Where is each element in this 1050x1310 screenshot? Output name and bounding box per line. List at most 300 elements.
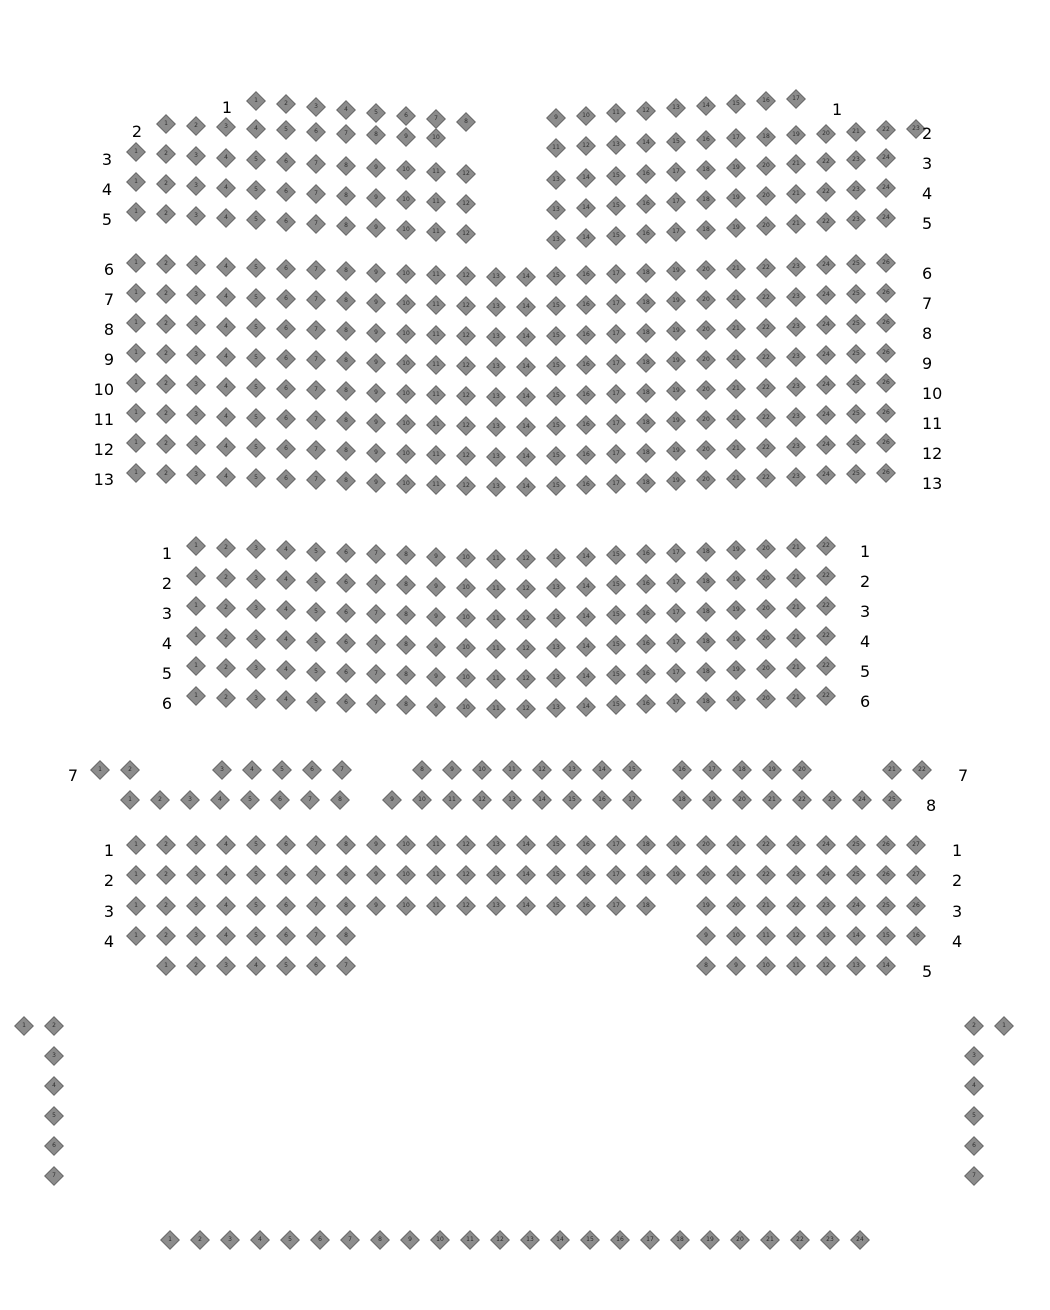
seat[interactable] bbox=[186, 626, 206, 646]
seat[interactable] bbox=[546, 578, 566, 598]
seat[interactable] bbox=[546, 108, 566, 128]
seat[interactable] bbox=[246, 150, 266, 170]
seat[interactable] bbox=[696, 470, 716, 490]
seat[interactable] bbox=[412, 790, 432, 810]
seat[interactable] bbox=[666, 835, 686, 855]
seat[interactable] bbox=[606, 696, 626, 716]
seat[interactable] bbox=[456, 356, 476, 376]
seat[interactable] bbox=[816, 285, 836, 305]
seat[interactable] bbox=[456, 416, 476, 436]
seat[interactable] bbox=[546, 138, 566, 158]
seat[interactable] bbox=[666, 291, 686, 311]
seat[interactable] bbox=[516, 477, 536, 497]
seat[interactable] bbox=[426, 475, 446, 495]
seat[interactable] bbox=[502, 790, 522, 810]
seat[interactable] bbox=[820, 1230, 840, 1250]
seat[interactable] bbox=[756, 348, 776, 368]
seat[interactable] bbox=[666, 351, 686, 371]
seat[interactable] bbox=[516, 896, 536, 916]
seat[interactable] bbox=[486, 609, 506, 629]
seat[interactable] bbox=[816, 626, 836, 646]
seat[interactable] bbox=[696, 896, 716, 916]
seat[interactable] bbox=[696, 692, 716, 712]
seat[interactable] bbox=[126, 865, 146, 885]
seat[interactable] bbox=[786, 865, 806, 885]
seat[interactable] bbox=[636, 634, 656, 654]
seat[interactable] bbox=[44, 1046, 64, 1066]
seat[interactable] bbox=[246, 119, 266, 139]
seat[interactable] bbox=[246, 865, 266, 885]
seat[interactable] bbox=[846, 835, 866, 855]
seat[interactable] bbox=[516, 417, 536, 437]
seat[interactable] bbox=[546, 608, 566, 628]
seat[interactable] bbox=[186, 686, 206, 706]
seat[interactable] bbox=[426, 162, 446, 182]
seat[interactable] bbox=[636, 694, 656, 714]
seat[interactable] bbox=[964, 1076, 984, 1096]
seat[interactable] bbox=[636, 413, 656, 433]
seat[interactable] bbox=[696, 572, 716, 592]
seat[interactable] bbox=[336, 543, 356, 563]
seat[interactable] bbox=[520, 1230, 540, 1250]
seat[interactable] bbox=[846, 926, 866, 946]
seat[interactable] bbox=[156, 434, 176, 454]
seat[interactable] bbox=[636, 835, 656, 855]
seat[interactable] bbox=[120, 760, 140, 780]
seat[interactable] bbox=[756, 186, 776, 206]
seat[interactable] bbox=[964, 1136, 984, 1156]
seat[interactable] bbox=[876, 926, 896, 946]
seat[interactable] bbox=[666, 573, 686, 593]
seat[interactable] bbox=[156, 865, 176, 885]
seat[interactable] bbox=[516, 669, 536, 689]
seat[interactable] bbox=[816, 435, 836, 455]
seat[interactable] bbox=[396, 414, 416, 434]
seat[interactable] bbox=[216, 377, 236, 397]
seat[interactable] bbox=[246, 896, 266, 916]
seat[interactable] bbox=[666, 98, 686, 118]
seat[interactable] bbox=[396, 666, 416, 686]
seat[interactable] bbox=[666, 471, 686, 491]
seat[interactable] bbox=[366, 664, 386, 684]
seat[interactable] bbox=[306, 320, 326, 340]
seat[interactable] bbox=[786, 125, 806, 145]
seat[interactable] bbox=[636, 896, 656, 916]
seat[interactable] bbox=[786, 568, 806, 588]
seat[interactable] bbox=[666, 543, 686, 563]
seat[interactable] bbox=[486, 387, 506, 407]
seat[interactable] bbox=[156, 284, 176, 304]
seat[interactable] bbox=[442, 760, 462, 780]
seat[interactable] bbox=[306, 632, 326, 652]
seat[interactable] bbox=[666, 162, 686, 182]
seat[interactable] bbox=[44, 1016, 64, 1036]
seat[interactable] bbox=[606, 294, 626, 314]
seat[interactable] bbox=[396, 636, 416, 656]
seat[interactable] bbox=[730, 1230, 750, 1250]
seat[interactable] bbox=[442, 790, 462, 810]
seat[interactable] bbox=[816, 835, 836, 855]
seat[interactable] bbox=[336, 603, 356, 623]
seat[interactable] bbox=[696, 190, 716, 210]
seat[interactable] bbox=[276, 540, 296, 560]
seat[interactable] bbox=[816, 182, 836, 202]
seat[interactable] bbox=[816, 926, 836, 946]
seat[interactable] bbox=[846, 956, 866, 976]
seat[interactable] bbox=[426, 577, 446, 597]
seat[interactable] bbox=[246, 926, 266, 946]
seat[interactable] bbox=[816, 566, 836, 586]
seat[interactable] bbox=[906, 896, 926, 916]
seat[interactable] bbox=[622, 760, 642, 780]
seat[interactable] bbox=[726, 835, 746, 855]
seat[interactable] bbox=[786, 287, 806, 307]
seat[interactable] bbox=[486, 835, 506, 855]
seat[interactable] bbox=[786, 896, 806, 916]
seat[interactable] bbox=[216, 926, 236, 946]
seat[interactable] bbox=[186, 896, 206, 916]
seat[interactable] bbox=[156, 926, 176, 946]
seat[interactable] bbox=[186, 926, 206, 946]
seat[interactable] bbox=[276, 289, 296, 309]
seat[interactable] bbox=[306, 154, 326, 174]
seat[interactable] bbox=[756, 689, 776, 709]
seat[interactable] bbox=[726, 349, 746, 369]
seat[interactable] bbox=[702, 790, 722, 810]
seat[interactable] bbox=[212, 760, 232, 780]
seat[interactable] bbox=[246, 378, 266, 398]
seat[interactable] bbox=[246, 599, 266, 619]
seat[interactable] bbox=[726, 896, 746, 916]
seat[interactable] bbox=[186, 405, 206, 425]
seat[interactable] bbox=[396, 865, 416, 885]
seat[interactable] bbox=[606, 896, 626, 916]
seat[interactable] bbox=[186, 375, 206, 395]
seat[interactable] bbox=[216, 148, 236, 168]
seat[interactable] bbox=[726, 319, 746, 339]
seat[interactable] bbox=[562, 790, 582, 810]
seat[interactable] bbox=[786, 628, 806, 648]
seat[interactable] bbox=[816, 375, 836, 395]
seat[interactable] bbox=[546, 865, 566, 885]
seat[interactable] bbox=[696, 632, 716, 652]
seat[interactable] bbox=[726, 956, 746, 976]
seat[interactable] bbox=[216, 257, 236, 277]
seat[interactable] bbox=[876, 403, 896, 423]
seat[interactable] bbox=[216, 956, 236, 976]
seat[interactable] bbox=[240, 790, 260, 810]
seat[interactable] bbox=[576, 896, 596, 916]
seat[interactable] bbox=[846, 344, 866, 364]
seat[interactable] bbox=[486, 447, 506, 467]
seat[interactable] bbox=[726, 128, 746, 148]
seat[interactable] bbox=[576, 607, 596, 627]
seat[interactable] bbox=[816, 212, 836, 232]
seat[interactable] bbox=[696, 130, 716, 150]
seat[interactable] bbox=[276, 120, 296, 140]
seat[interactable] bbox=[426, 667, 446, 687]
seat[interactable] bbox=[366, 544, 386, 564]
seat[interactable] bbox=[276, 409, 296, 429]
seat[interactable] bbox=[546, 446, 566, 466]
seat[interactable] bbox=[332, 760, 352, 780]
seat[interactable] bbox=[756, 896, 776, 916]
seat[interactable] bbox=[636, 473, 656, 493]
seat[interactable] bbox=[426, 192, 446, 212]
seat[interactable] bbox=[366, 218, 386, 238]
seat[interactable] bbox=[430, 1230, 450, 1250]
seat[interactable] bbox=[382, 790, 402, 810]
seat[interactable] bbox=[882, 790, 902, 810]
seat[interactable] bbox=[790, 1230, 810, 1250]
seat[interactable] bbox=[126, 463, 146, 483]
seat[interactable] bbox=[792, 790, 812, 810]
seat[interactable] bbox=[486, 417, 506, 437]
seat[interactable] bbox=[280, 1230, 300, 1250]
seat[interactable] bbox=[546, 476, 566, 496]
seat[interactable] bbox=[456, 194, 476, 214]
seat[interactable] bbox=[876, 956, 896, 976]
seat[interactable] bbox=[336, 573, 356, 593]
seat[interactable] bbox=[306, 214, 326, 234]
seat[interactable] bbox=[532, 790, 552, 810]
seat[interactable] bbox=[756, 216, 776, 236]
seat[interactable] bbox=[396, 106, 416, 126]
seat[interactable] bbox=[516, 835, 536, 855]
seat[interactable] bbox=[486, 669, 506, 689]
seat[interactable] bbox=[852, 790, 872, 810]
seat[interactable] bbox=[336, 100, 356, 120]
seat[interactable] bbox=[156, 404, 176, 424]
seat[interactable] bbox=[882, 760, 902, 780]
seat[interactable] bbox=[246, 468, 266, 488]
seat[interactable] bbox=[306, 896, 326, 916]
seat[interactable] bbox=[460, 1230, 480, 1250]
seat[interactable] bbox=[456, 608, 476, 628]
seat[interactable] bbox=[636, 383, 656, 403]
seat[interactable] bbox=[516, 447, 536, 467]
seat[interactable] bbox=[366, 293, 386, 313]
seat[interactable] bbox=[426, 355, 446, 375]
seat[interactable] bbox=[336, 381, 356, 401]
seat[interactable] bbox=[396, 384, 416, 404]
seat[interactable] bbox=[906, 926, 926, 946]
seat[interactable] bbox=[726, 865, 746, 885]
seat[interactable] bbox=[846, 404, 866, 424]
seat[interactable] bbox=[306, 260, 326, 280]
seat[interactable] bbox=[726, 690, 746, 710]
seat[interactable] bbox=[216, 835, 236, 855]
seat[interactable] bbox=[906, 865, 926, 885]
seat[interactable] bbox=[606, 414, 626, 434]
seat[interactable] bbox=[246, 258, 266, 278]
seat[interactable] bbox=[366, 353, 386, 373]
seat[interactable] bbox=[456, 638, 476, 658]
seat[interactable] bbox=[400, 1230, 420, 1250]
seat[interactable] bbox=[666, 261, 686, 281]
seat[interactable] bbox=[336, 835, 356, 855]
seat[interactable] bbox=[756, 659, 776, 679]
seat[interactable] bbox=[150, 790, 170, 810]
seat[interactable] bbox=[370, 1230, 390, 1250]
seat[interactable] bbox=[160, 1230, 180, 1250]
seat[interactable] bbox=[636, 544, 656, 564]
seat[interactable] bbox=[246, 408, 266, 428]
seat[interactable] bbox=[696, 956, 716, 976]
seat[interactable] bbox=[366, 865, 386, 885]
seat[interactable] bbox=[156, 114, 176, 134]
seat[interactable] bbox=[366, 634, 386, 654]
seat[interactable] bbox=[846, 284, 866, 304]
seat[interactable] bbox=[606, 324, 626, 344]
seat[interactable] bbox=[336, 156, 356, 176]
seat[interactable] bbox=[216, 178, 236, 198]
seat[interactable] bbox=[786, 184, 806, 204]
seat[interactable] bbox=[964, 1016, 984, 1036]
seat[interactable] bbox=[816, 315, 836, 335]
seat[interactable] bbox=[876, 120, 896, 140]
seat[interactable] bbox=[876, 343, 896, 363]
seat[interactable] bbox=[606, 865, 626, 885]
seat[interactable] bbox=[532, 760, 552, 780]
seat[interactable] bbox=[606, 264, 626, 284]
seat[interactable] bbox=[366, 383, 386, 403]
seat[interactable] bbox=[120, 790, 140, 810]
seat[interactable] bbox=[186, 835, 206, 855]
seat[interactable] bbox=[696, 410, 716, 430]
seat[interactable] bbox=[876, 373, 896, 393]
seat[interactable] bbox=[396, 190, 416, 210]
seat[interactable] bbox=[276, 259, 296, 279]
seat[interactable] bbox=[756, 865, 776, 885]
seat[interactable] bbox=[964, 1106, 984, 1126]
seat[interactable] bbox=[426, 697, 446, 717]
seat[interactable] bbox=[336, 865, 356, 885]
seat[interactable] bbox=[636, 323, 656, 343]
seat[interactable] bbox=[276, 835, 296, 855]
seat[interactable] bbox=[846, 434, 866, 454]
seat[interactable] bbox=[516, 387, 536, 407]
seat[interactable] bbox=[180, 790, 200, 810]
seat[interactable] bbox=[636, 133, 656, 153]
seat[interactable] bbox=[396, 896, 416, 916]
seat[interactable] bbox=[726, 218, 746, 238]
seat[interactable] bbox=[876, 178, 896, 198]
seat[interactable] bbox=[306, 692, 326, 712]
seat[interactable] bbox=[396, 606, 416, 626]
seat[interactable] bbox=[186, 865, 206, 885]
seat[interactable] bbox=[426, 445, 446, 465]
seat[interactable] bbox=[576, 136, 596, 156]
seat[interactable] bbox=[606, 666, 626, 686]
seat[interactable] bbox=[516, 699, 536, 719]
seat[interactable] bbox=[246, 659, 266, 679]
seat[interactable] bbox=[546, 548, 566, 568]
seat[interactable] bbox=[126, 896, 146, 916]
seat[interactable] bbox=[44, 1076, 64, 1096]
seat[interactable] bbox=[276, 660, 296, 680]
seat[interactable] bbox=[516, 639, 536, 659]
seat[interactable] bbox=[546, 416, 566, 436]
seat[interactable] bbox=[964, 1046, 984, 1066]
seat[interactable] bbox=[126, 373, 146, 393]
seat[interactable] bbox=[576, 415, 596, 435]
seat[interactable] bbox=[156, 174, 176, 194]
seat[interactable] bbox=[756, 956, 776, 976]
seat[interactable] bbox=[696, 320, 716, 340]
seat[interactable] bbox=[756, 599, 776, 619]
seat[interactable] bbox=[426, 637, 446, 657]
seat[interactable] bbox=[622, 790, 642, 810]
seat[interactable] bbox=[186, 956, 206, 976]
seat[interactable] bbox=[756, 539, 776, 559]
seat[interactable] bbox=[670, 1230, 690, 1250]
seat[interactable] bbox=[306, 542, 326, 562]
seat[interactable] bbox=[426, 607, 446, 627]
seat[interactable] bbox=[216, 208, 236, 228]
seat[interactable] bbox=[270, 790, 290, 810]
seat[interactable] bbox=[366, 158, 386, 178]
seat[interactable] bbox=[516, 327, 536, 347]
seat[interactable] bbox=[456, 164, 476, 184]
seat[interactable] bbox=[576, 445, 596, 465]
seat[interactable] bbox=[426, 865, 446, 885]
seat[interactable] bbox=[250, 1230, 270, 1250]
seat[interactable] bbox=[306, 602, 326, 622]
seat[interactable] bbox=[396, 444, 416, 464]
seat[interactable] bbox=[190, 1230, 210, 1250]
seat[interactable] bbox=[396, 264, 416, 284]
seat[interactable] bbox=[816, 536, 836, 556]
seat[interactable] bbox=[276, 469, 296, 489]
seat[interactable] bbox=[336, 471, 356, 491]
seat[interactable] bbox=[306, 97, 326, 117]
seat[interactable] bbox=[816, 124, 836, 144]
seat[interactable] bbox=[246, 91, 266, 111]
seat[interactable] bbox=[846, 374, 866, 394]
seat[interactable] bbox=[696, 96, 716, 116]
seat[interactable] bbox=[366, 835, 386, 855]
seat[interactable] bbox=[276, 956, 296, 976]
seat[interactable] bbox=[486, 865, 506, 885]
seat[interactable] bbox=[456, 698, 476, 718]
seat[interactable] bbox=[490, 1230, 510, 1250]
seat[interactable] bbox=[726, 188, 746, 208]
seat[interactable] bbox=[126, 283, 146, 303]
seat[interactable] bbox=[306, 572, 326, 592]
seat[interactable] bbox=[396, 835, 416, 855]
seat[interactable] bbox=[216, 467, 236, 487]
seat[interactable] bbox=[126, 253, 146, 273]
seat[interactable] bbox=[456, 446, 476, 466]
seat[interactable] bbox=[306, 122, 326, 142]
seat[interactable] bbox=[276, 319, 296, 339]
seat[interactable] bbox=[666, 381, 686, 401]
seat[interactable] bbox=[666, 132, 686, 152]
seat[interactable] bbox=[366, 473, 386, 493]
seat[interactable] bbox=[546, 170, 566, 190]
seat[interactable] bbox=[486, 267, 506, 287]
seat[interactable] bbox=[666, 441, 686, 461]
seat[interactable] bbox=[816, 596, 836, 616]
seat[interactable] bbox=[246, 348, 266, 368]
seat[interactable] bbox=[306, 184, 326, 204]
seat[interactable] bbox=[366, 896, 386, 916]
seat[interactable] bbox=[366, 413, 386, 433]
seat[interactable] bbox=[726, 379, 746, 399]
seat[interactable] bbox=[666, 192, 686, 212]
seat[interactable] bbox=[786, 688, 806, 708]
